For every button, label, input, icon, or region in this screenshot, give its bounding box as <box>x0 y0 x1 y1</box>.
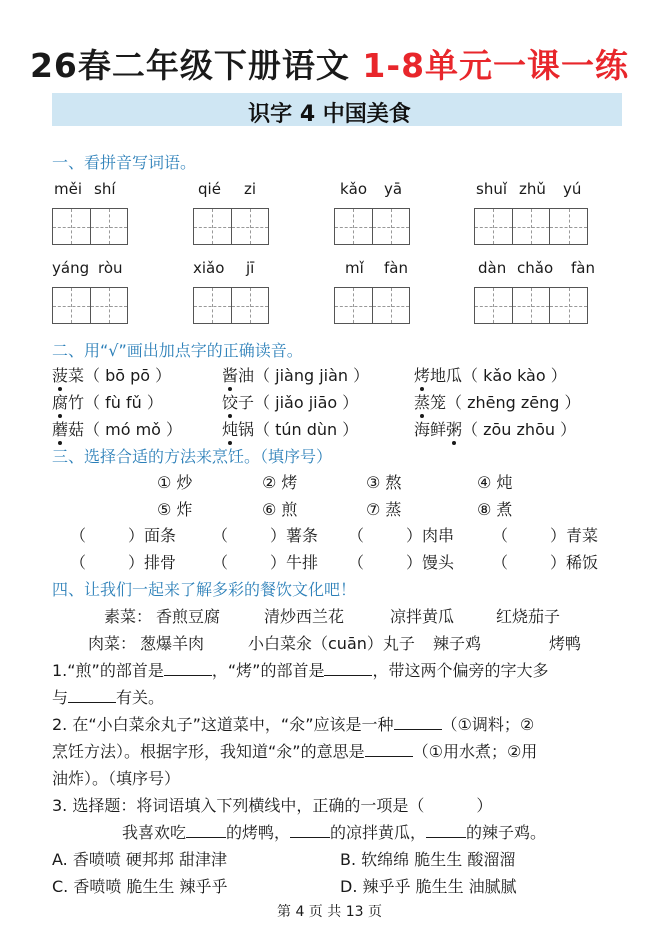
dotted-char: 烤 <box>414 363 430 386</box>
dish: 烤鸭 <box>549 634 582 653</box>
method-option: ④ 炖 <box>477 473 513 492</box>
reading-options[interactable]: （ tún dùn ） <box>254 420 359 439</box>
reading-options[interactable]: （ fù fǔ ） <box>84 393 163 412</box>
writing-grid[interactable] <box>52 208 128 245</box>
reading-options[interactable]: （ jiàng jiàn ） <box>254 366 370 385</box>
blank-item[interactable]: （ ）面条 <box>70 526 177 545</box>
reading-item: 烤地瓜（ kǎo kào ） <box>414 363 567 386</box>
section-4-heading: 四、让我们一起来了解多彩的餐饮文化吧！ <box>52 580 357 599</box>
question-2-line3: 油炸）。（填序号） <box>52 769 181 788</box>
dotted-char: 蒸 <box>414 390 430 413</box>
method-option: ③ 熬 <box>366 473 402 492</box>
dotted-char: 炖 <box>222 417 238 440</box>
veg-label: 素菜： <box>104 607 153 626</box>
dotted-char: 饺 <box>222 390 238 413</box>
blank-item[interactable]: （ ）青菜 <box>492 526 599 545</box>
pinyin: yā <box>384 180 403 198</box>
reading-item: 炖锅（ tún dùn ） <box>222 417 358 440</box>
writing-grid[interactable] <box>193 287 269 324</box>
method-option: ⑤ 炸 <box>157 500 193 519</box>
blank-item[interactable]: （ ）排骨 <box>70 553 177 572</box>
reading-options[interactable]: （ kǎo kào ） <box>462 366 567 385</box>
pinyin: yáng <box>52 259 90 277</box>
pinyin: jī <box>246 259 255 277</box>
dish: 红烧茄子 <box>496 607 561 626</box>
method-option: ② 烤 <box>262 473 298 492</box>
method-option: ⑥ 煎 <box>262 500 298 519</box>
dotted-char: 菠 <box>52 363 68 386</box>
pinyin: zi <box>244 180 257 198</box>
dotted-char: 酱 <box>222 363 238 386</box>
question-2-line1: 2. 在“小白菜氽丸子”这道菜中，“氽”应该是一种 （①调料；② <box>52 715 535 734</box>
answer-blank[interactable] <box>324 661 372 676</box>
reading-item: 海鲜粥（ zōu zhōu ） <box>414 417 576 440</box>
answer-blank[interactable] <box>290 823 330 838</box>
title-red: 1-8单元一课一练 <box>362 46 630 85</box>
reading-options[interactable]: （ mó mǒ ） <box>84 420 183 439</box>
reading-item: 腐竹（ fù fǔ ） <box>52 390 163 413</box>
option-b[interactable]: B. 软绵绵 脆生生 酸溜溜 <box>340 850 516 869</box>
question-3: 3. 选择题：将词语填入下列横线中，正确的一项是（ ） <box>52 796 493 815</box>
reading-item: 蘑菇（ mó mǒ ） <box>52 417 182 440</box>
reading-item: 酱油（ jiàng jiàn ） <box>222 363 369 386</box>
lesson-title: 识字 4 中国美食 <box>248 102 411 127</box>
dotted-char: 腐 <box>52 390 68 413</box>
method-option: ① 炒 <box>157 473 193 492</box>
dish: 辣子鸡 <box>433 634 482 653</box>
pinyin: ròu <box>98 259 123 277</box>
answer-blank[interactable] <box>186 823 226 838</box>
reading-item: 蒸笼（ zhēng zēng ） <box>414 390 581 413</box>
blank-item[interactable]: （ ）牛排 <box>212 553 319 572</box>
pinyin: zhǔ <box>519 180 546 198</box>
answer-blank[interactable] <box>365 742 413 757</box>
dotted-char: 蘑 <box>52 417 68 440</box>
writing-grid[interactable] <box>474 287 588 324</box>
pinyin: fàn <box>571 259 595 277</box>
pinyin: yú <box>563 180 582 198</box>
blank-item[interactable]: （ ）肉串 <box>348 526 455 545</box>
section-1-heading: 一、看拼音写词语。 <box>52 153 197 172</box>
writing-grid[interactable] <box>334 287 410 324</box>
reading-item: 饺子（ jiǎo jiāo ） <box>222 390 358 413</box>
question-2-line2: 烹饪方法）。根据字形，我知道“氽”的意思是 （①用水煮；②用 <box>52 742 538 761</box>
section-2-heading: 二、用“√”画出加点字的正确读音。 <box>52 341 303 360</box>
question-3-sentence: 我喜欢吃 的烤鸭， 的凉拌黄瓜， 的辣子鸡。 <box>122 823 547 842</box>
blank-item[interactable]: （ ）稀饭 <box>492 553 599 572</box>
pinyin: xiǎo <box>193 259 225 277</box>
blank-item[interactable]: （ ）薯条 <box>212 526 319 545</box>
writing-grid[interactable] <box>193 208 269 245</box>
writing-grid[interactable] <box>474 208 588 245</box>
question-1-line1: 1.“煎”的部首是 ，“烤”的部首是 ，带这两个偏旁的字大多 <box>52 661 549 680</box>
pinyin: měi <box>54 180 83 198</box>
blank-item[interactable]: （ ）馒头 <box>348 553 455 572</box>
pinyin: shuǐ <box>476 180 507 198</box>
method-option: ⑧ 煮 <box>477 500 513 519</box>
method-option: ⑦ 蒸 <box>366 500 402 519</box>
answer-blank[interactable] <box>164 661 212 676</box>
pinyin: fàn <box>384 259 408 277</box>
dish: 清炒西兰花 <box>264 607 345 626</box>
reading-options[interactable]: （ bō pō ） <box>84 366 172 385</box>
dish: 小白菜氽（cuān）丸子 <box>248 634 415 653</box>
pinyin: kǎo <box>340 180 368 198</box>
pinyin: dàn <box>478 259 507 277</box>
option-d[interactable]: D. 辣乎乎 脆生生 油腻腻 <box>340 877 517 896</box>
meat-label: 肉菜： <box>88 634 137 653</box>
option-c[interactable]: C. 香喷喷 脆生生 辣乎乎 <box>52 877 228 896</box>
dotted-char: 粥 <box>446 417 462 440</box>
section-3-heading: 三、选择合适的方法来烹饪。（填序号） <box>52 447 333 466</box>
dish: 香煎豆腐 <box>156 607 221 626</box>
answer-blank[interactable] <box>426 823 466 838</box>
pinyin: mǐ <box>345 259 364 277</box>
dish: 凉拌黄瓜 <box>390 607 455 626</box>
page-number: 第 4 页 共 13 页 <box>277 904 382 920</box>
option-a[interactable]: A. 香喷喷 硬邦邦 甜津津 <box>52 850 228 869</box>
title-black: 26春二年级下册语文 <box>29 46 350 85</box>
dish: 葱爆羊肉 <box>140 634 205 653</box>
answer-blank[interactable] <box>394 715 442 730</box>
answer-blank[interactable] <box>68 688 116 703</box>
pinyin: qié <box>198 180 221 198</box>
question-1-line2: 与 有关。 <box>52 688 165 707</box>
reading-options[interactable]: （ zhēng zēng ） <box>446 393 581 412</box>
writing-grid[interactable] <box>52 287 128 324</box>
reading-options[interactable]: （ zōu zhōu ） <box>462 420 577 439</box>
page-title <box>0 40 659 87</box>
pinyin: chǎo <box>517 259 554 277</box>
pinyin: shí <box>94 180 116 198</box>
writing-grid[interactable] <box>334 208 410 245</box>
reading-options[interactable]: （ jiǎo jiāo ） <box>254 393 359 412</box>
reading-item: 菠菜（ bō pō ） <box>52 363 171 386</box>
